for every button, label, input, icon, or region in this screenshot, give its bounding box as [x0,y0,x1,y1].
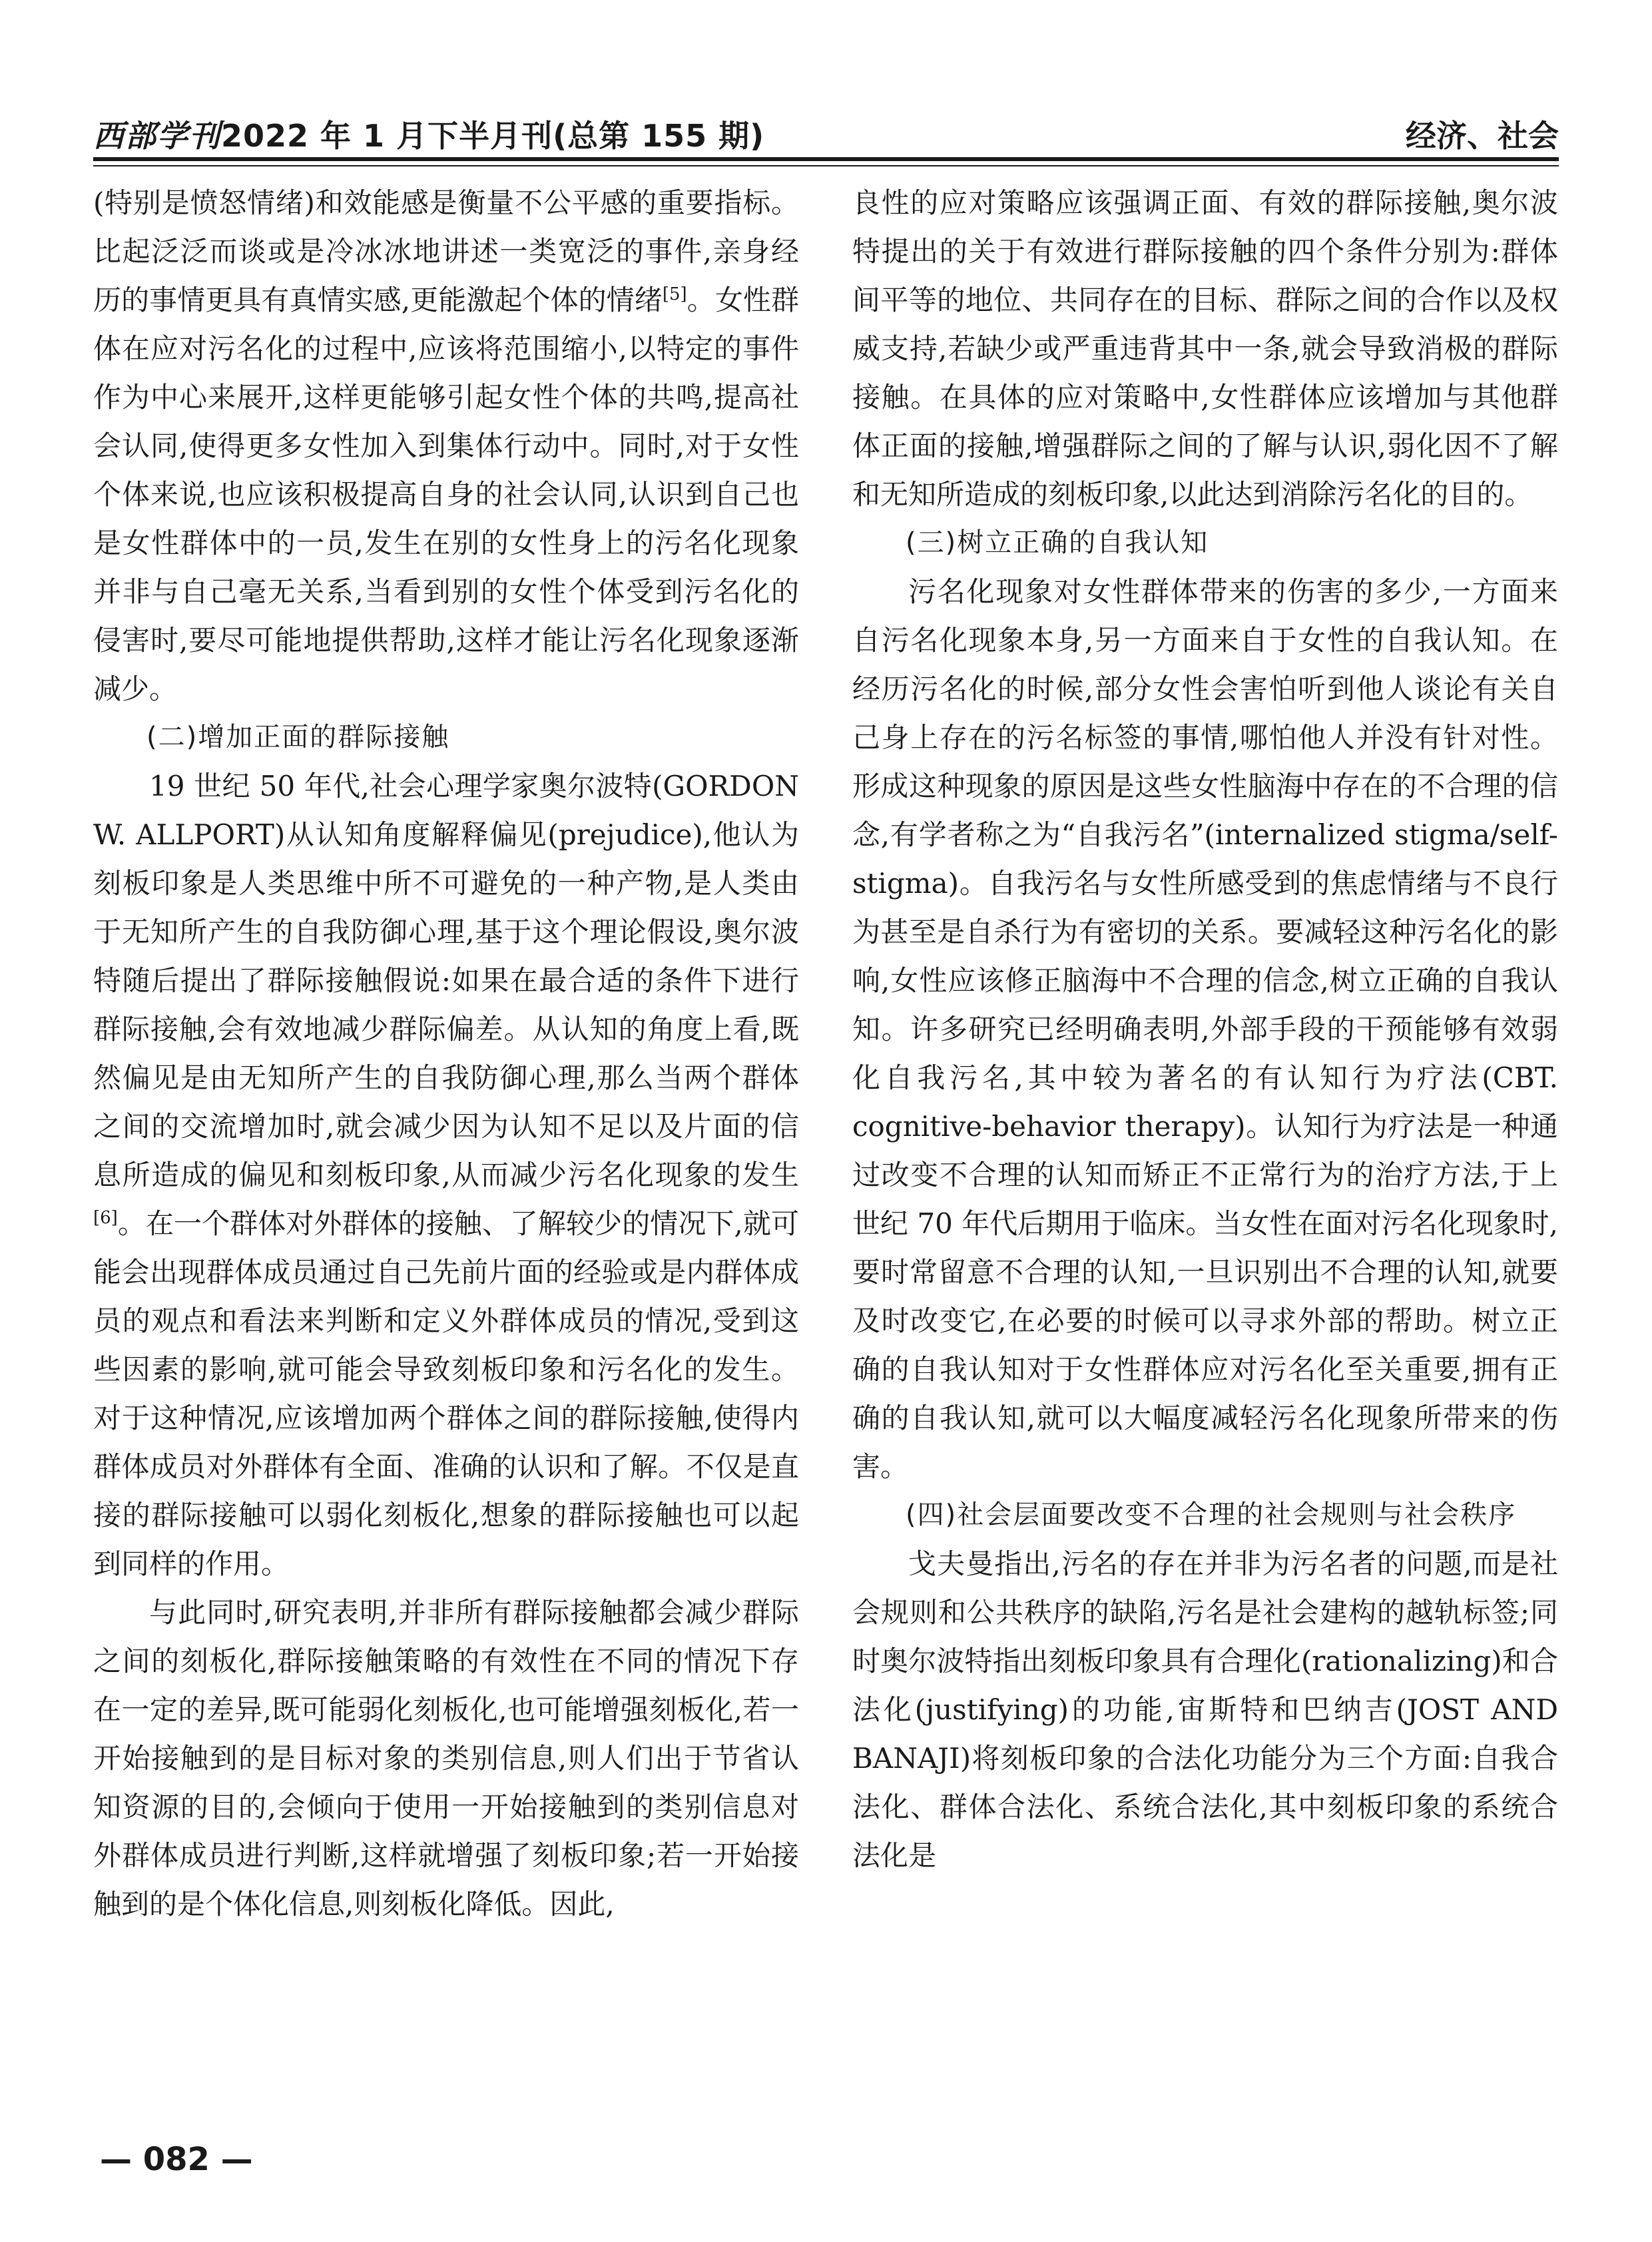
section-name: 经济、社会 [1406,118,1559,154]
paragraph: 污名化现象对女性群体带来的伤害的多少,一方面来自污名化现象本身,另一方面来自于女性的自我认知。在经历污名化的时候,部分女性会害怕听到他人谈论有关自己身上存在的污名标签的事情,哪怕他人并没有针对性。形成这种现象的原因是这些女性脑海中存在的不合理的信念,有学者称之为“自我污名”(internalized stigma/self-stigma)。自我污名与女性所感受到的焦虑情绪与不良行为甚至是自杀行为有密切的关系。要减轻这种污名化的影响,女性应该修正脑海中不合理的信念,树立正确的自我认知。许多研究已经明确表明,外部手段的干预能够有效弱化自我污名,其中较为著名的有认知行为疗法(CBT. cognitive-behavior therapy)。认知行为疗法是一种通过改变不合理的认知而矫正不正常行为的治疗方法,于上世纪 70 年代后期用于临床。当女性在面对污名化现象时,要时常留意不合理的认知,一旦识别出不合理的认知,就要及时改变它,在必要的时候可以寻求外部的帮助。树立正确的自我认知对于女性群体应对污名化至关重要,拥有正确的自我认知,就可以大幅度减轻污名化现象所带来的伤害。 [852,575,1558,1483]
paragraph: 与此同时,研究表明,并非所有群际接触都会减少群际之间的刻板化,群际接触策略的有效性在不同的情况下存在一定的差异,既可能弱化刻板化,也可能增强刻板化,若一开始接触到的是目标对象的类别信息,则人们出于节省认知资源的目的,会倾向于使用一开始接触到的类别信息对外群体成员进行判断,这样就增强了刻板印象;若一开始接触到的是个体化信息,则刻板化降低。因此, [93,1596,799,1920]
journal-logo: 西部学刊 [93,118,221,154]
header-rule-thin [93,165,1559,166]
section-heading: (四)社会层面要改变不合理的社会规则与社会秩序 [906,1500,1517,1530]
page-number: — 082 — [100,2141,253,2178]
running-header [93,100,1559,160]
right-column [852,178,1558,2096]
citation-ref: [6] [93,1208,118,1228]
paragraph [93,178,799,713]
paragraph-text: (特别是愤怒情绪)和效能感是衡量不公平感的重要指标。比起泛泛而谈或是冷冰冰地讲述一类宽泛的事件,亲身经历的事情更具有真情实感,更能激起个体的情绪 [93,186,799,316]
paragraph: 戈夫曼指出,污名的存在并非为污名者的问题,而是社会规则和公共秩序的缺陷,污名是社会建构的越轨标签;同时奥尔波特指出刻板印象具有合理化(rationalizing)和合法化(justifying)的功能,宙斯特和巴纳吉(JOST AND BANAJI)将刻板印象的合法化功能分为三个方面:自我合法化、群体合法化、系统合法化,其中刻板印象的系统合法化是 [852,1547,1558,1872]
journal-issue-line [93,112,764,156]
left-column [93,178,799,2096]
paragraph [93,762,799,1588]
section-heading: (三)树立正确的自我认知 [906,527,1209,558]
header-rule [93,157,1559,161]
issue-info: 2022 年 1 月下半月刊(总第 155 期) [221,118,765,154]
paragraph-text: 。在一个群体对外群体的接触、了解较少的情况下,就可能会出现群体成员通过自己先前片面的经验或是内群体成员的观点和看法来判断和定义外群体成员的情况,受到这些因素的影响,就可能会导致刻板印象和污名化的发生。对于这种情况,应该增加两个群体之间的群际接触,使得内群体成员对外群体有全面、准确的认识和了解。不仅是直接的群际接触可以弱化刻板化,想象的群际接触也可以起到同样的作用。 [93,1207,799,1580]
paragraph: 良性的应对策略应该强调正面、有效的群际接触,奥尔波特提出的关于有效进行群际接触的四个条件分别为:群体间平等的地位、共同存在的目标、群际之间的合作以及权威支持,若缺少或严重违背其中一条,就会导致消极的群际接触。在具体的应对策略中,女性群体应该增加与其他群体正面的接触,增强群际之间的了解与认识,弱化因不了解和无知所造成的刻板印象,以此达到消除污名化的目的。 [852,186,1558,511]
section-heading: (二)增加正面的群际接触 [146,722,450,752]
paragraph-text: 。女性群体在应对污名化的过程中,应该将范围缩小,以特定的事件作为中心来展开,这样更能够引起女性个体的共鸣,提高社会认同,使得更多女性加入到集体行动中。同时,对于女性个体来说,也应该积极提高自身的社会认同,认识到自己也是女性群体中的一员,发生在别的女性身上的污名化现象并非与自己毫无关系,当看到别的女性个体受到污名化的侵害时,要尽可能地提供帮助,这样才能让污名化现象逐渐减少。 [93,284,799,705]
paragraph-text: 19 世纪 50 年代,社会心理学家奥尔波特(GORDON W. ALLPORT)从认知角度解释偏见(prejudice),他认为刻板印象是人类思维中所不可避免的一种产物,是人类由于无知所产生的自我防御心理,基于这个理论假设,奥尔波特随后提出了群际接触假说:如果在最合适的条件下进行群际接触,会有效地减少群际偏差。从认知的角度上看,既然偏见是由无知所产生的自我防御心理,那么当两个群体之间的交流增加时,就会减少因为认知不足以及片面的信息所造成的偏见和刻板印象,从而减少污名化现象的发生 [93,770,799,1191]
citation-ref: [5] [662,284,687,304]
